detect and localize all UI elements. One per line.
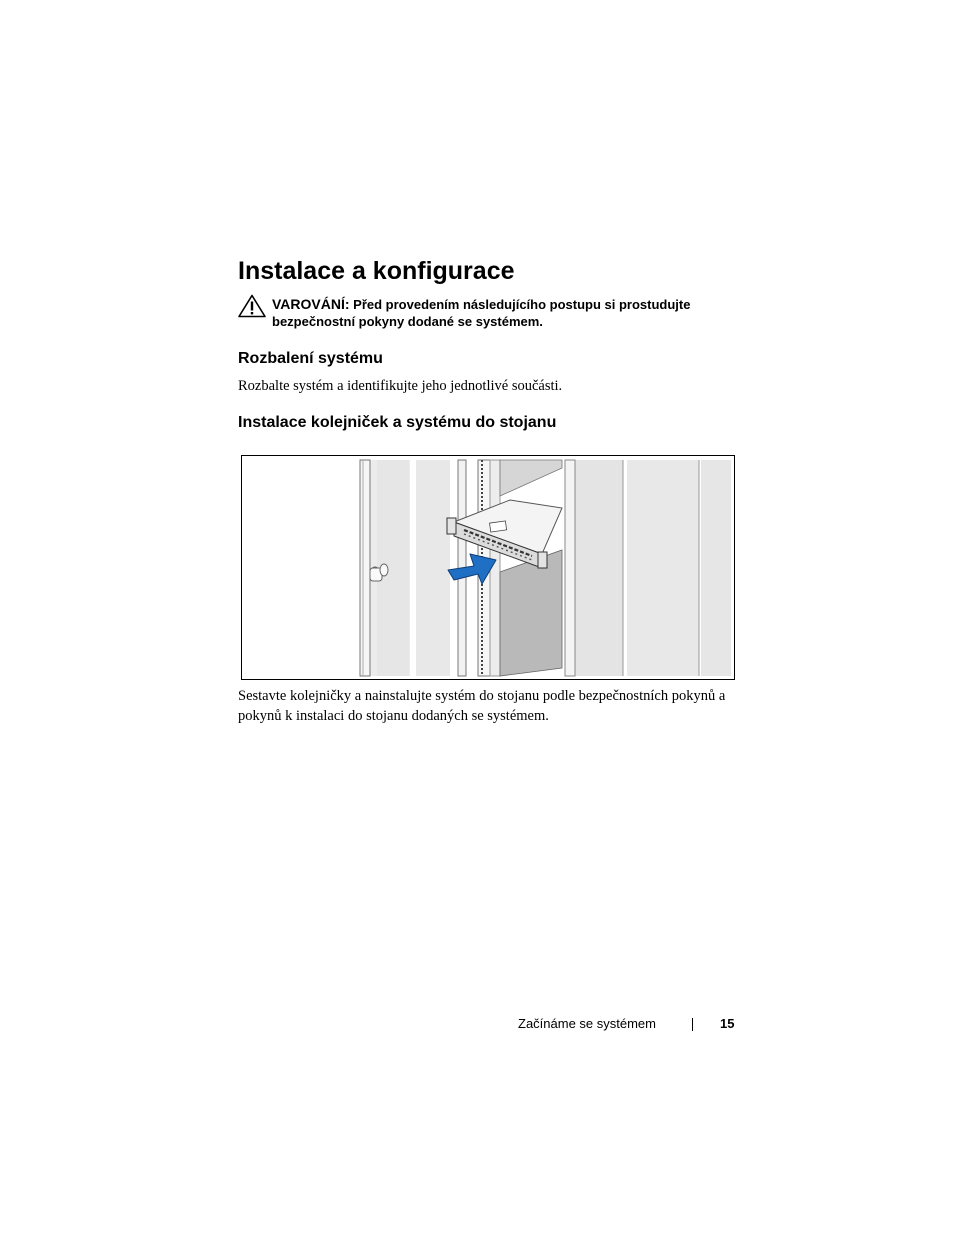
warning-label: VAROVÁNÍ:: [272, 296, 350, 312]
rack-installation-figure: [241, 455, 735, 680]
footer-separator: [692, 1018, 693, 1031]
section-heading-unpacking: Rozbalení systému: [238, 350, 383, 367]
warning-notice: [272, 296, 742, 330]
warning-triangle-icon: [238, 294, 266, 318]
page-title: Instalace a konfigurace: [238, 257, 515, 285]
footer-title: Začínáme se systémem: [518, 1016, 656, 1031]
rack-installation-illustration: [242, 456, 734, 679]
warning-text: Před provedením následujícího postupu si prostudujte bezpečnostní pokyny dodané se systémem.: [272, 297, 691, 329]
section-body-unpacking: Rozbalte systém a identifikujte jeho jednotlivé součásti.: [238, 378, 563, 394]
section-body-rack-install: Sestavte kolejničky a nainstalujte systém do stojanu podle bezpečnostních pokynů a pokynů k instalaci do stojanu dodaných se systémem.: [238, 688, 726, 724]
section-heading-rack-install: Instalace kolejniček a systému do stojanu: [238, 414, 557, 431]
page-number: 15: [720, 1016, 735, 1031]
